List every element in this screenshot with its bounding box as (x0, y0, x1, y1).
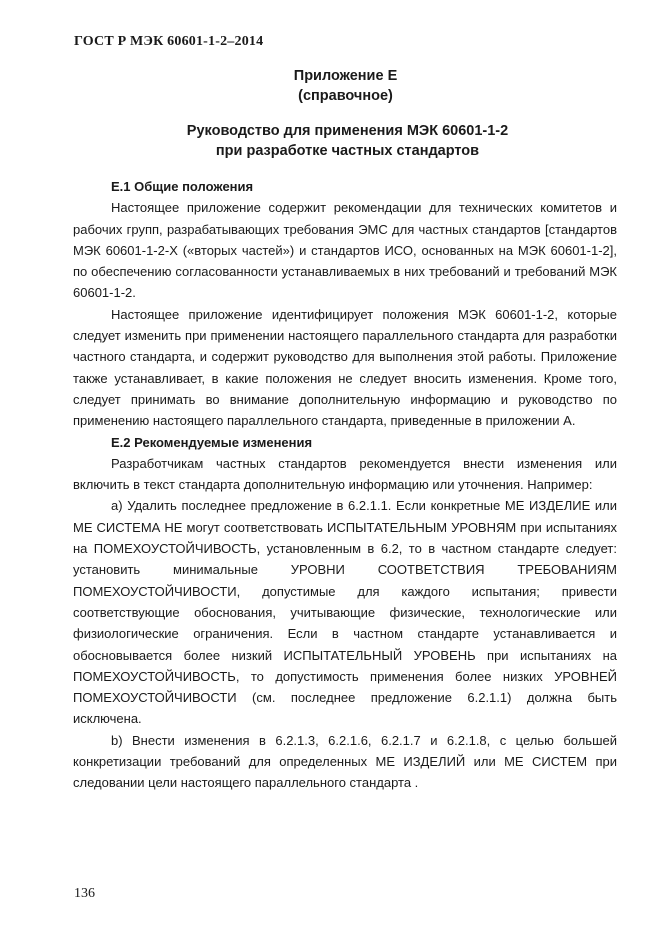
section-title (0, 121, 661, 161)
paragraph: Настоящее приложение содержит рекомендации для технических комитетов и рабочих групп, разрабатывающих требования ЭМС для частных стандартов [стандартов МЭК 60601-1-2-Х («вторых частей») и стандартов ИСО, основанных на МЭК 60601-1-2], по обеспечению согласованности устанавливаемых в них требований и требований МЭК 60601-1-2. (73, 200, 617, 301)
document-body (73, 176, 617, 794)
page-number: 136 (74, 886, 95, 901)
title-line-1: Руководство для применения МЭК 60601-1-2 (186, 123, 509, 139)
list-item-a: а) Удалить последнее предложение в 6.2.1.1. Если конкретные МЕ ИЗДЕЛИЕ или МЕ СИСТЕМА НЕ могут соответствовать ИСПЫТАТЕЛЬНЫМ УРОВНЯМ при испытаниях на ПОМЕХОУСТОЙЧИВОСТЬ, установленным в 6.2, то в частном стандарте следует: установить минимальные УРОВНИ СООТВЕТСТВИЯ ТРЕБОВАНИЯМ ПОМЕХОУСТОЙЧИВОСТИ, допустимые для каждого испытания; привести соответствующие обоснования, учитывающие физические, технологические или физиологические ограничения. Если в частном стандарте устанавливается и обосновывается более низкий ИСПЫТАТЕЛЬНЫЙ УРОВЕНЬ при испытаниях на ПОМЕХОУСТОЙЧИВОСТЬ, то допустимость применения более низких УРОВНЕЙ ПОМЕХОУСТОЙЧИВОСТИ (см. последнее предложение 6.2.1.1) должна быть исключена. (73, 498, 617, 727)
list-item-b: b) Внести изменения в 6.2.1.3, 6.2.1.6, 6.2.1.7 и 6.2.1.8, с целью большей конкретизации требований для определенных МЕ ИЗДЕЛИЙ или МЕ СИСТЕМ при следовании цели настоящего параллельного стандарта . (73, 732, 617, 791)
paragraph: Разработчикам частных стандартов рекомендуется внести изменения или включить в текст стандарта дополнительную информацию или уточнения. Например: (73, 455, 617, 493)
document-header: ГОСТ Р МЭК 60601-1-2–2014 (74, 34, 264, 49)
paragraph: Настоящее приложение идентифицирует положения МЭК 60601-1-2, которые следует изменить при применении настоящего параллельного стандарта для разработки частного стандарта, и содержит руководство для выполнения этой работы. Приложение также устанавливает, в какие положения не следует вносить изменения. Кроме того, следует принимать во внимание дополнительную информацию и руководство по применению настоящего параллельного стандарта, приведенные в приложении А. (73, 306, 617, 429)
section-heading-e1: Е.1 Общие положения (111, 179, 254, 194)
appendix-title: Приложение Е (293, 68, 398, 84)
appendix-heading (0, 66, 661, 106)
appendix-type: (справочное) (298, 88, 393, 104)
section-heading-e2: Е.2 Рекомендуемые изменения (111, 434, 313, 450)
title-line-2: при разработке частных стандартов (215, 143, 480, 159)
